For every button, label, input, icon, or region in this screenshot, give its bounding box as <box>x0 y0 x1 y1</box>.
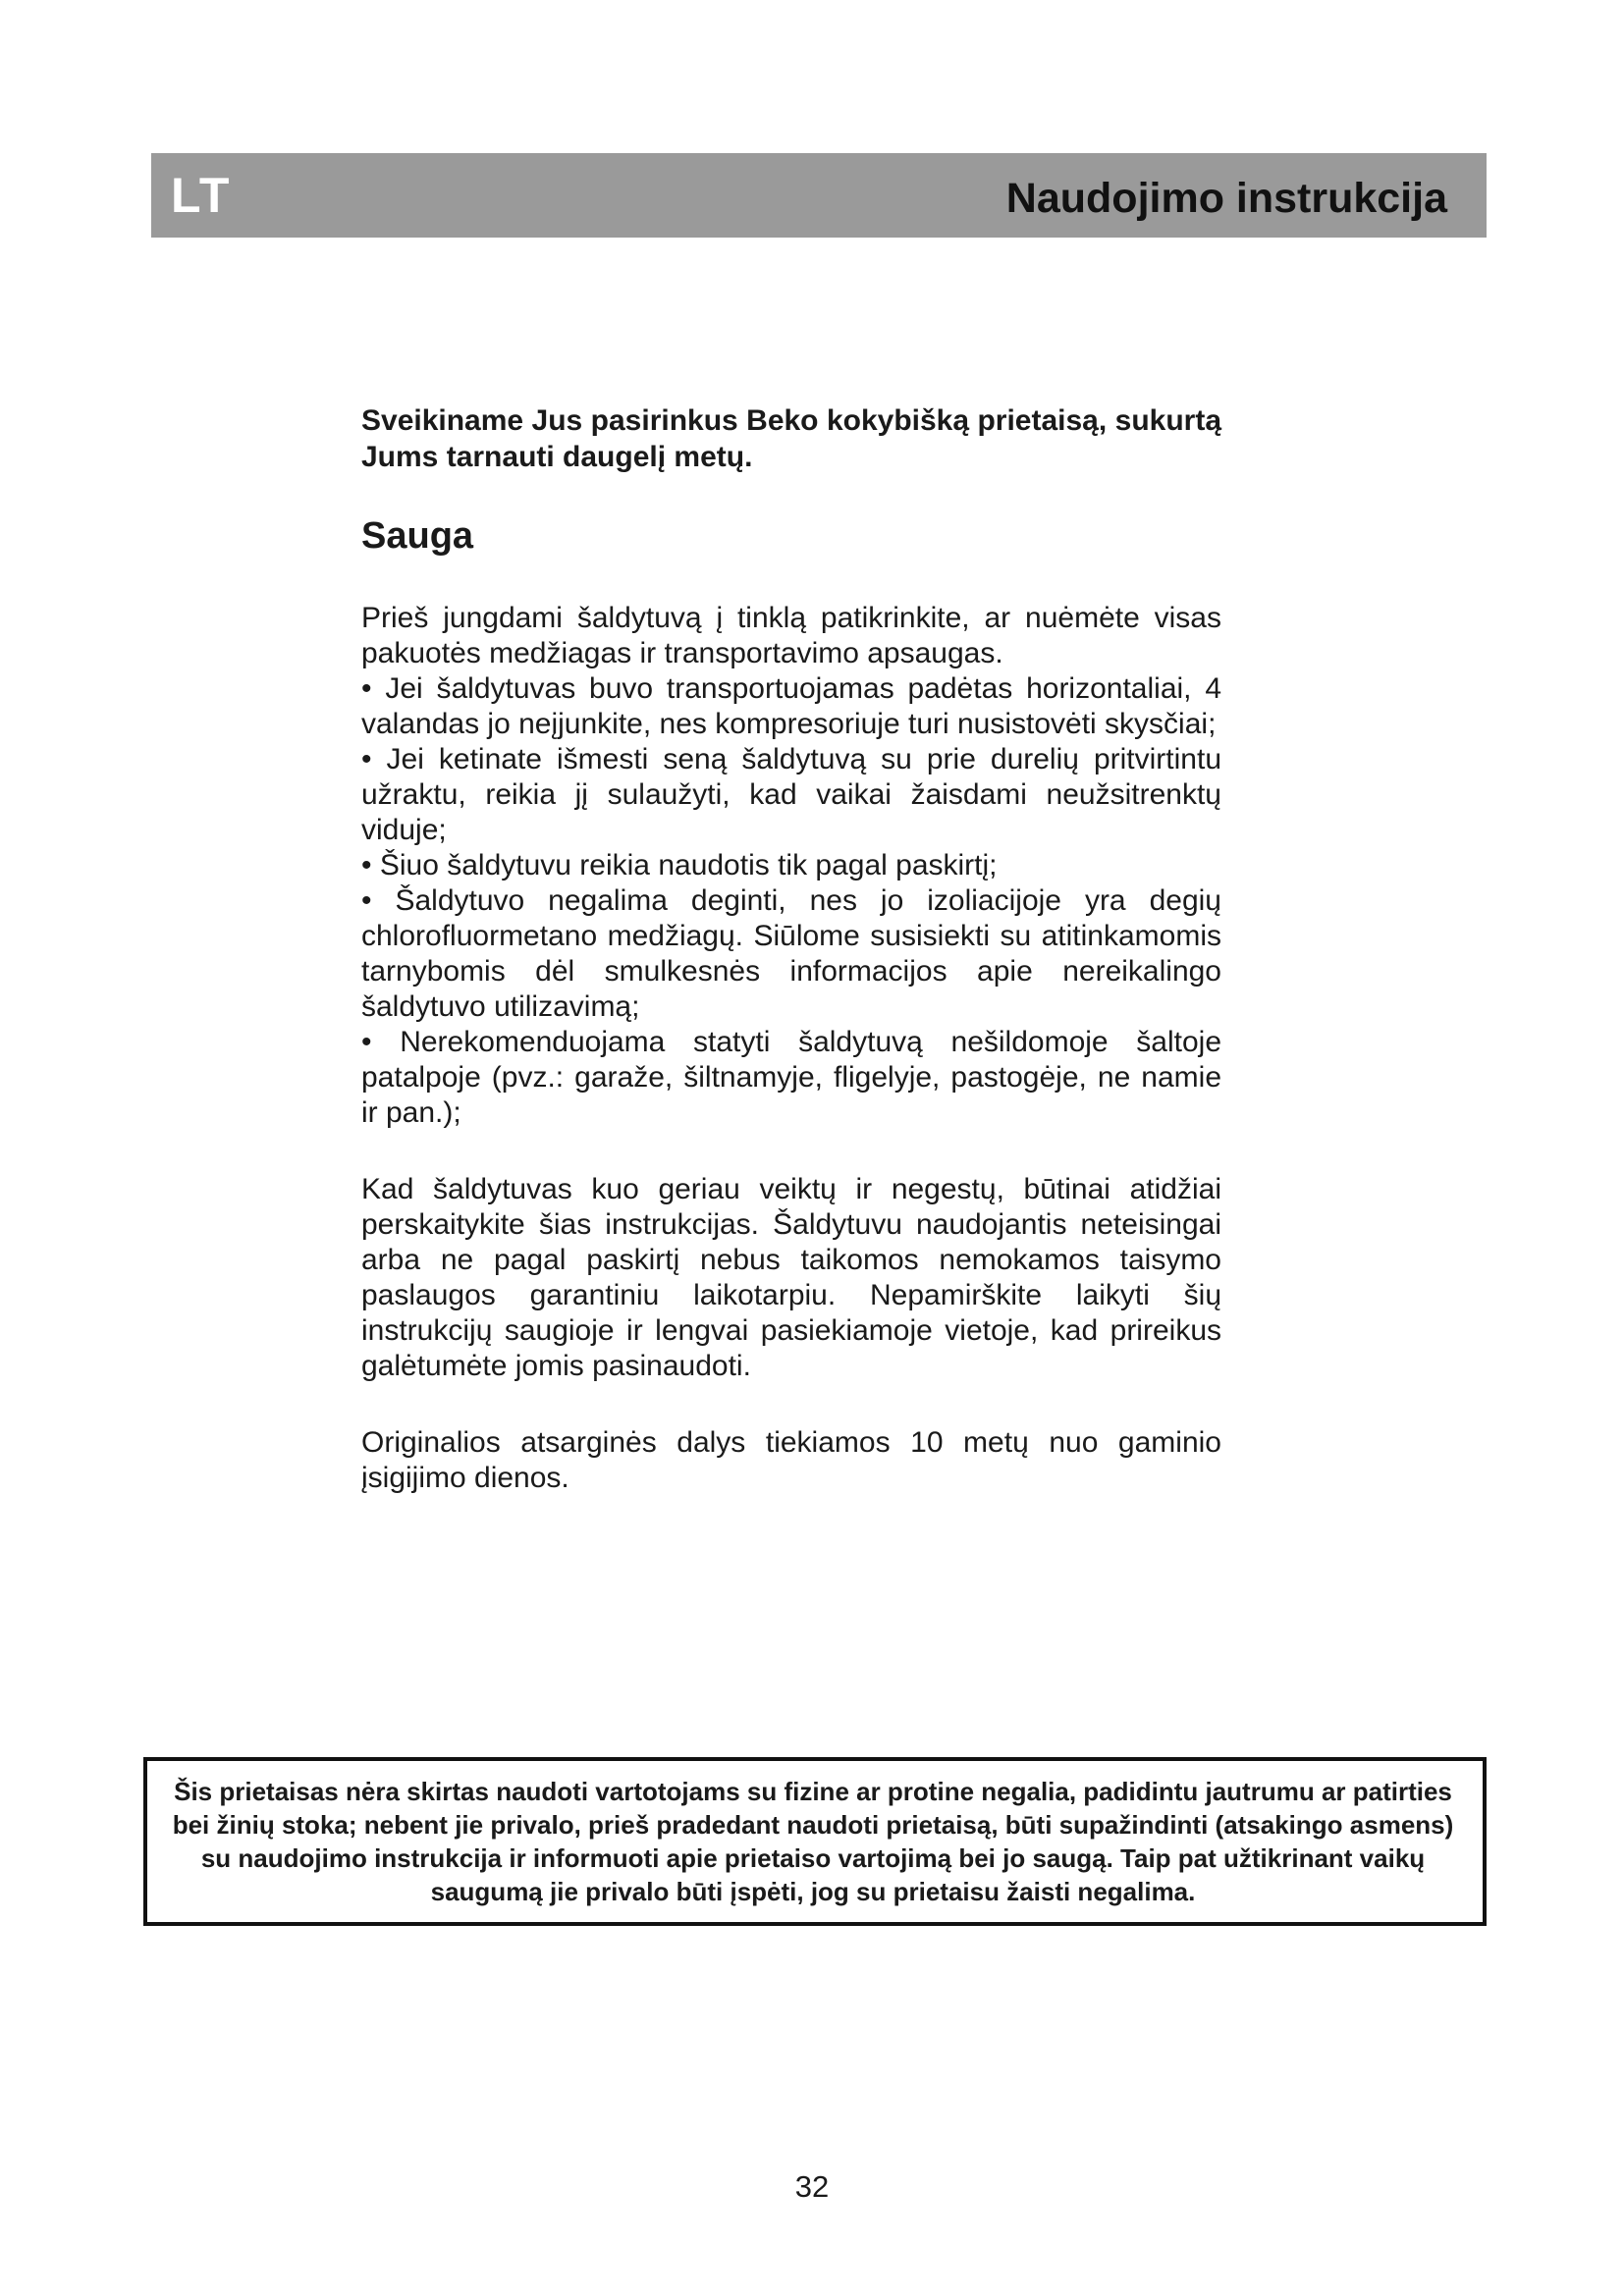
list-item: • Jei šaldytuvas buvo transportuojamas padėtas horizontaliai, 4 valandas jo neįjunkite, nes kompresoriuje turi nusistovėti skysčiai; <box>361 671 1221 742</box>
warning-notice-text: Šis prietaisas nėra skirtas naudoti vartotojams su fizine ar protine negalia, padidintu jautrumu ar patirties bei žinių stoka; nebent jie privalo, prieš pradedant naudoti prietaisą, būti supažindinti (atsakingo asmens) su naudojimo instrukcija ir informuoti apie prietaiso vartojimą bei jo saugą. Taip pat užtikrinant vaikų saugumą jie privalo būti įspėti, jog su prietaisu žaisti negalima. <box>172 1777 1454 1906</box>
language-code: LT <box>171 168 232 223</box>
list-item: • Jei ketinate išmesti seną šaldytuvą su prie durelių pritvirtintu užraktu, reikia jį sulaužyti, kad vaikai žaisdami neužsitrenktų viduje; <box>361 742 1221 848</box>
list-item: • Šiuo šaldytuvu reikia naudotis tik pagal paskirtį; <box>361 848 1221 883</box>
spare-parts-paragraph: Originalios atsarginės dalys tiekiamos 10 metų nuo gaminio įsigijimo dienos. <box>361 1426 1221 1494</box>
intro-text: Sveikiname Jus pasirinkus Beko kokybišką prietaisą, sukurtą Jums tarnauti daugelį metų. <box>361 404 1221 473</box>
page-number: 32 <box>794 2169 830 2204</box>
section-title-safety: Sauga <box>361 515 474 557</box>
main-content <box>361 402 1221 1496</box>
instructions-paragraph: Kad šaldytuvas kuo geriau veiktų ir negestų, būtinai atidžiai perskaitykite šias instrukcijas. Šaldytuvu naudojantis neteisingai arba ne pagal paskirtį nebus taikomos nemokamos taisymo paslaugos garantiniu laikotarpiu. Nepamirškite laikyti šių instrukcijų saugioje ir lengvai pasiekiamoje vietoje, kad prireikus galėtumėte jomis pasinaudoti. <box>361 1173 1221 1382</box>
safety-bullet-list <box>361 671 1221 1131</box>
header-title: Naudojimo instrukcija <box>1005 175 1447 222</box>
header-bar <box>151 153 1487 238</box>
safety-lead: Prieš jungdami šaldytuvą į tinklą patikrinkite, ar nuėmėte visas pakuotės medžiagas ir transportavimo apsaugas. <box>361 602 1221 669</box>
list-item: • Nerekomenduojama statyti šaldytuvą nešildomoje šaltoje patalpoje (pvz.: garaže, šiltnamyje, fligelyje, pastogėje, ne namie ir pan.); <box>361 1025 1221 1131</box>
warning-notice-box <box>143 1757 1487 1926</box>
list-item: • Šaldytuvo negalima deginti, nes jo izoliacijoje yra degių chlorofluormetano medžiagų. Siūlome susisiekti su atitinkamomis tarnybomis dėl smulkesnės informacijos apie nereikalingo šaldytuvo utilizavimą; <box>361 883 1221 1025</box>
